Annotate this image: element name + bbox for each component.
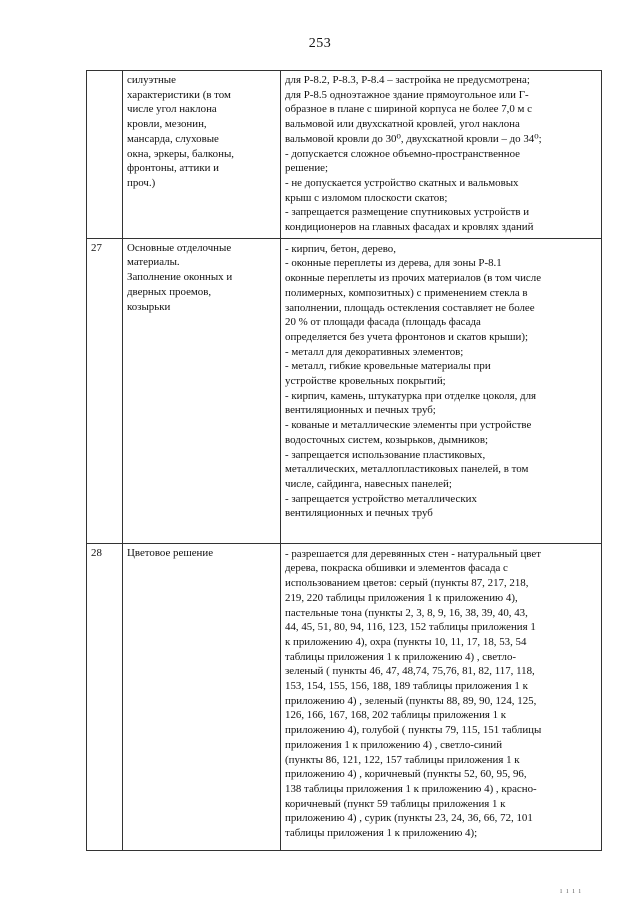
requirement-text-line: образное в плане с шириной корпуса не более 7,0 м с [285,103,533,116]
table-body [87,71,602,851]
row-number-cell [87,71,123,239]
requirement-text-line: вентиляционных и печных труб; [285,404,436,417]
requirement-text-line: пастельные тона (пункты 2, 3, 8, 9, 16, 38, 39, 40, 43, [285,606,528,619]
table-row [87,238,602,543]
requirement-text-line: - кирпич, камень, штукатурка при отделке цоколя, для [285,389,537,402]
row-number-cell [87,543,123,850]
requirement-text-line: устройстве кровельных покрытий; [285,375,446,388]
row-number: 28 [91,546,102,559]
requirement-text-line: полимерных, композитных) с применением стекла в [285,286,528,299]
requirement-text-line: использованием цветов: серый (пункты 87, 217, 218, [285,577,529,590]
requirement-text-line: приложению 4), голубой ( пункты 79, 115, 151 таблицы [285,724,542,737]
requirement-text-line: - разрешается для деревянных стен - натуральный цвет [285,547,541,560]
requirement-text-line: таблицы приложения 1 к приложению 4); [285,827,478,840]
parameter-name-line: силуэтные [127,74,176,86]
requirement-text-line: - запрещается устройство металлических [285,492,477,505]
parameter-name-line: кровли, мезонин, [127,118,207,131]
scan-marks: ı ı ı ı [560,886,582,895]
parameter-name-cell [123,238,281,543]
requirement-text-line: приложению 4) , коричневый (пункты 52, 60, 95, 96, [285,768,527,781]
requirement-text-line: 153, 154, 155, 156, 188, 189 таблицы приложения 1 к [285,680,528,693]
requirement-text-line: вентиляционных и печных труб [285,507,433,520]
parameter-name-line: проч.) [127,176,156,189]
requirement-text-line: приложению 4) , сурик (пункты 23, 24, 36, 66, 72, 101 [285,812,533,825]
parameter-name-line: мансарда, слуховые [127,132,219,145]
requirement-text-line: приложению 4) , зеленый (пункты 88, 89, 90, 124, 125, [285,694,537,707]
requirement-text-line: дерева, покраска обшивки и элементов фасада с [285,562,508,575]
requirement-text-line: числе, сайдинга, навесных панелей; [285,477,452,490]
parameter-name-line: дверных проемов, [127,285,212,298]
requirement-text-line: металлических, металлопластиковых панелей, в том [285,463,529,476]
parameter-name-line: числе угол наклона [127,103,217,116]
parameter-name-line: Цветовое решение [127,546,214,559]
requirement-text-line: - запрещается размещение спутниковых устройств и [285,206,530,219]
parameter-name-line: окна, эркеры, балконы, [127,147,234,160]
requirement-text-line: - кирпич, бетон, дерево, [285,242,396,255]
requirement-text-line: вальмовой кровли до 30⁰, двухскатной кровли – до 34⁰; [285,132,542,145]
requirement-text-line: водосточных систем, козырьков, дымников; [285,433,489,446]
requirement-text-line: (пункты 86, 121, 122, 157 таблицы приложения 1 к [285,753,520,766]
requirement-text-line: вальмовой или двухскатной кровлей, угол наклона [285,118,520,131]
requirement-text-line: 20 % от площади фасада (площадь фасада [285,316,481,329]
table-row [87,543,602,850]
requirement-text-line: приложения 1 к приложению 4) , светло-синий [285,738,503,751]
requirement-text-line: - не допускается устройство скатных и вальмовых [285,176,519,189]
requirement-text-line: - кованые и металлические элементы при устройстве [285,419,532,432]
requirements-table [86,70,602,851]
parameter-name-line: фронтоны, аттики и [127,162,219,175]
requirement-text-line: для Р-8.2, Р-8.3, Р-8.4 – застройка не предусмотрена; [285,74,530,86]
table-row [87,71,602,239]
requirement-text-line: - металл для декоративных элементов; [285,345,464,358]
requirement-text-line: - оконные переплеты из дерева, для зоны Р-8.1 [285,257,502,270]
row-number: 27 [91,241,102,254]
requirement-text-line: определяется без учета фронтонов и скатов крыши); [285,330,528,343]
page-number: 253 [308,36,332,51]
requirement-text-line: зеленый ( пункты 46, 47, 48,74, 75,76, 81, 82, 117, 118, [285,665,535,678]
requirement-text-cell [281,238,602,543]
requirement-text-line: 44, 45, 51, 80, 94, 116, 123, 152 таблицы приложения 1 [285,621,536,634]
requirement-text-line: для Р-8.5 одноэтажное здание прямоугольное или Г- [285,88,529,101]
parameter-name-line: Основные отделочные [127,241,232,254]
parameter-name-line: характеристики (в том [127,88,231,101]
requirement-text-line: 126, 166, 167, 168, 202 таблицы приложения 1 к [285,709,507,722]
requirement-text-cell [281,543,602,850]
requirement-text-line: - металл, гибкие кровельные материалы при [285,360,491,373]
requirement-text-line: коричневый (пункт 59 таблицы приложения 1 к [285,797,506,810]
requirement-text-line: к приложению 4), охра (пункты 10, 11, 17, 18, 53, 54 [285,635,527,648]
requirement-text-line: кондиционеров на главных фасадах и кровлях зданий [285,221,534,234]
row-number-cell [87,238,123,543]
requirement-text-line: - запрещается использование пластиковых, [285,448,486,461]
requirement-text-line: оконные переплеты из прочих материалов (в том числе [285,272,542,285]
requirement-text-line: крыш с изломом плоскости скатов; [285,191,448,204]
requirement-text-line: решение; [285,162,329,175]
parameter-name-line: материалы. [127,256,180,269]
parameter-name-cell [123,71,281,239]
requirement-text-line: - допускается сложное объемно-пространственное [285,147,520,160]
requirement-text-line: 219, 220 таблицы приложения 1 к приложению 4), [285,591,518,604]
parameter-name-line: Заполнение оконных и [127,271,233,284]
requirement-text-line: заполнении, площадь остекления составляет не более [285,301,535,314]
requirement-text-line: 138 таблицы приложения 1 к приложению 4) , красно- [285,782,537,795]
requirement-text-line: таблицы приложения 1 к приложению 4) , светло- [285,650,517,663]
parameter-name-line: козырьки [127,300,171,313]
requirement-text-cell [281,71,602,239]
parameter-name-cell [123,543,281,850]
